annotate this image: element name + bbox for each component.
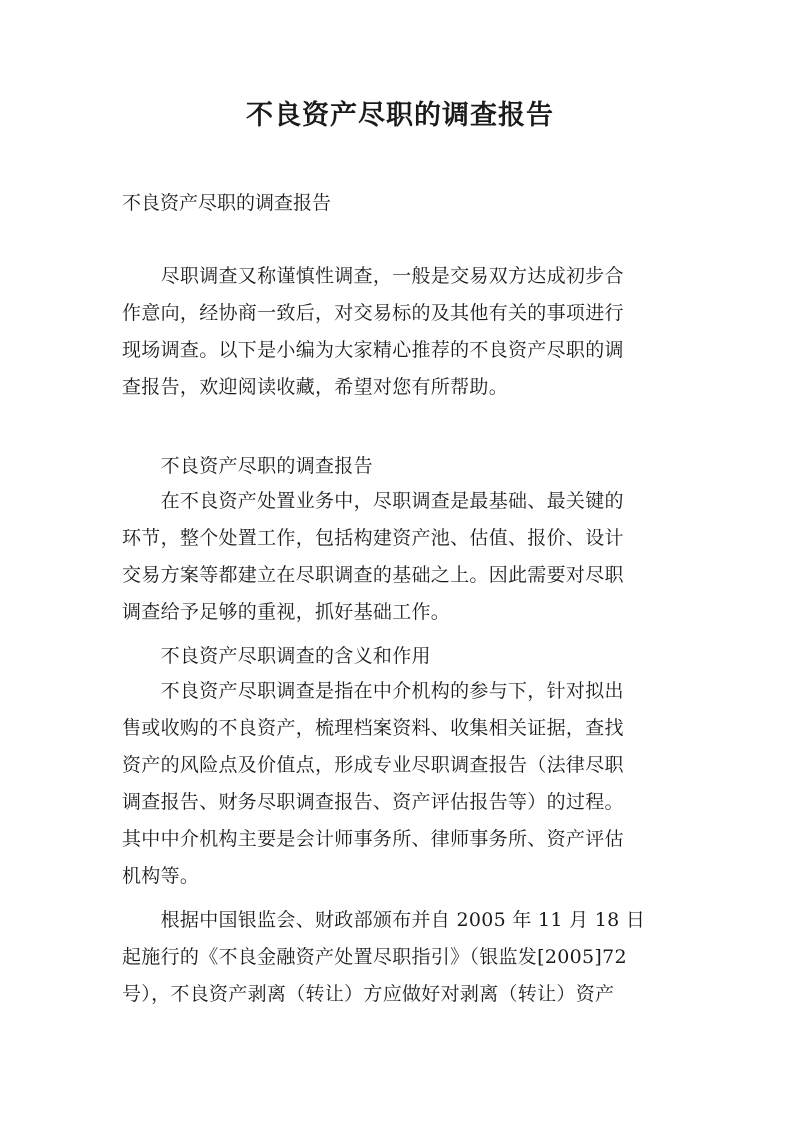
- text-line: 查报告，欢迎阅读收藏，希望对您有所帮助。: [122, 376, 509, 398]
- text-line: 环节，整个处置工作，包括构建资产池、估值、报价、设计: [122, 527, 624, 549]
- document-subtitle: 不良资产尽职的调查报告: [122, 192, 332, 214]
- text-line: 资产的风险点及价值点，形成专业尽职调查报告（法律尽职: [122, 754, 624, 776]
- text-line: 调查给予足够的重视，抓好基础工作。: [122, 601, 451, 623]
- text-line: 交易方案等都建立在尽职调查的基础之上。因此需要对尽职: [122, 564, 624, 586]
- text-line: 机构等。: [122, 865, 200, 887]
- text-line: 起施行的《不良金融资产处置尽职指引》（银监发[2005]72: [122, 946, 627, 968]
- text-line: 其中中介机构主要是会计师事务所、律师事务所、资产评估: [122, 828, 624, 850]
- text-line: 调查报告、财务尽职调查报告、资产评估报告等）的过程。: [122, 791, 624, 813]
- section-heading: 不良资产尽职的调查报告: [122, 455, 373, 477]
- text-line: 在不良资产处置业务中，尽职调查是最基础、最关键的: [122, 490, 624, 512]
- document-title: 不良资产尽职的调查报告: [246, 100, 554, 131]
- text-line: 根据中国银监会、财政部颁布并自 2005 年 11 月 18 日: [122, 909, 646, 931]
- text-line: 尽职调查又称谨慎性调查，一般是交易双方达成初步合: [122, 265, 624, 287]
- text-line: 作意向，经协商一致后，对交易标的及其他有关的事项进行: [122, 302, 624, 324]
- text-line: 售或收购的不良资产，梳理档案资料、收集相关证据，查找: [122, 717, 624, 739]
- text-line: 现场调查。以下是小编为大家精心推荐的不良资产尽职的调: [122, 339, 624, 361]
- section-heading: 不良资产尽职调查的含义和作用: [122, 645, 431, 667]
- text-line: 不良资产尽职调查是指在中介机构的参与下，针对拟出: [122, 680, 624, 702]
- text-line: 号），不良资产剥离（转让）方应做好对剥离（转让）资产: [122, 983, 615, 1005]
